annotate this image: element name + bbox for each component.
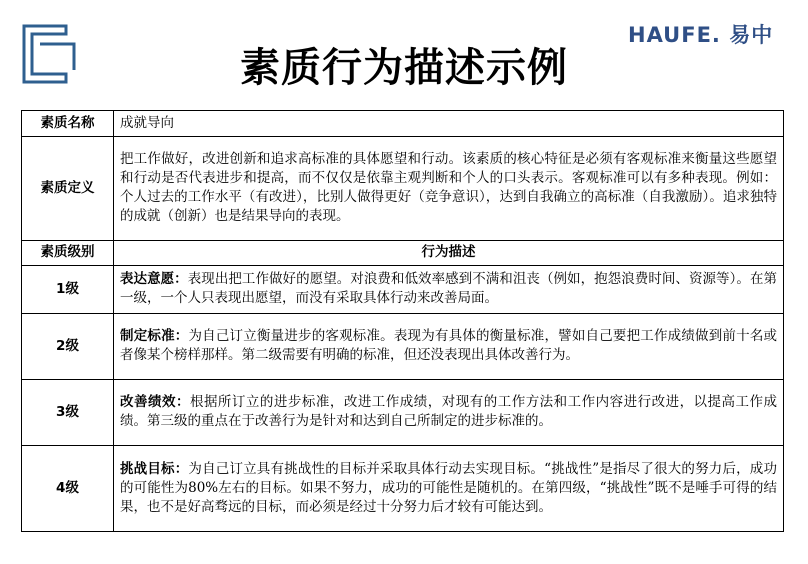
level-description: [114, 446, 784, 532]
name-label: 素质名称: [22, 111, 114, 137]
description-column-header: 行为描述: [114, 241, 784, 266]
level-keyword: 制定标准：: [120, 328, 189, 344]
table-row: [22, 266, 784, 314]
table-row: [22, 137, 784, 241]
level-text: 为自己订立具有挑战性的目标并采取具体行动去实现目标。“挑战性”是指尽了很大的努力后，成功的可能性为80%左右的目标。如果不努力，成功的可能性是随机的。在第四级，“挑战性”既不是唾手可得的结果，也不是好高骛远的目标，而必须是经过十分努力后才较有可能达到。: [120, 460, 777, 515]
level-cell: 4级: [22, 446, 114, 532]
level-text: 表现出把工作做好的愿望。对浪费和低效率感到不满和沮丧（例如，抱怨浪费时间、资源等）。在第一级，一个人只表现出愿望，而没有采取具体行动来改善局面。: [120, 271, 777, 306]
competency-table: [21, 110, 784, 532]
table-row: [22, 446, 784, 532]
level-cell: 2级: [22, 314, 114, 380]
level-description: [114, 266, 784, 314]
name-value: 成就导向: [114, 111, 784, 137]
level-keyword: 改善绩效：: [120, 394, 190, 410]
level-text: 根据所订立的进步标准，改进工作成绩，对现有的工作方法和工作内容进行改进，以提高工作成绩。第三级的重点在于改善行为是针对和达到自己所制定的进步标准的。: [120, 394, 778, 429]
brand-logo: HAUFE. 易中: [628, 23, 774, 47]
level-description: [114, 314, 784, 380]
page-title: 素质行为描述示例: [240, 45, 568, 91]
level-cell: 3级: [22, 380, 114, 446]
level-keyword: 表达意愿：: [120, 271, 188, 287]
definition-label: 素质定义: [22, 137, 114, 241]
level-keyword: 挑战目标：: [120, 460, 189, 477]
table-row: [22, 380, 784, 446]
table-header-row: [22, 241, 784, 266]
table-row: [22, 314, 784, 380]
level-column-header: 素质级别: [22, 241, 114, 266]
table-row: [22, 111, 784, 137]
level-description: [114, 380, 784, 446]
level-text: 为自己订立衡量进步的客观标准。表现为有具体的衡量标准，譬如自己要把工作成绩做到前十名或者像某个榜样那样。第二级需要有明确的标准，但还没表现出具体改善行为。: [120, 328, 778, 363]
definition-text: 把工作做好，改进创新和追求高标准的具体愿望和行动。该素质的核心特征是必须有客观标准来衡量这些愿望和行动是否代表进步和提高，而不仅仅是依靠主观判断和个人的口头表示。客观标准可以有多种表现。例如：个人过去的工作水平（有改进），比别人做得更好（竞争意识），达到自我确立的高标准（自我激励）。追求独特的成就（创新）也是结果导向的表现。: [114, 137, 784, 241]
level-cell: 1级: [22, 266, 114, 314]
